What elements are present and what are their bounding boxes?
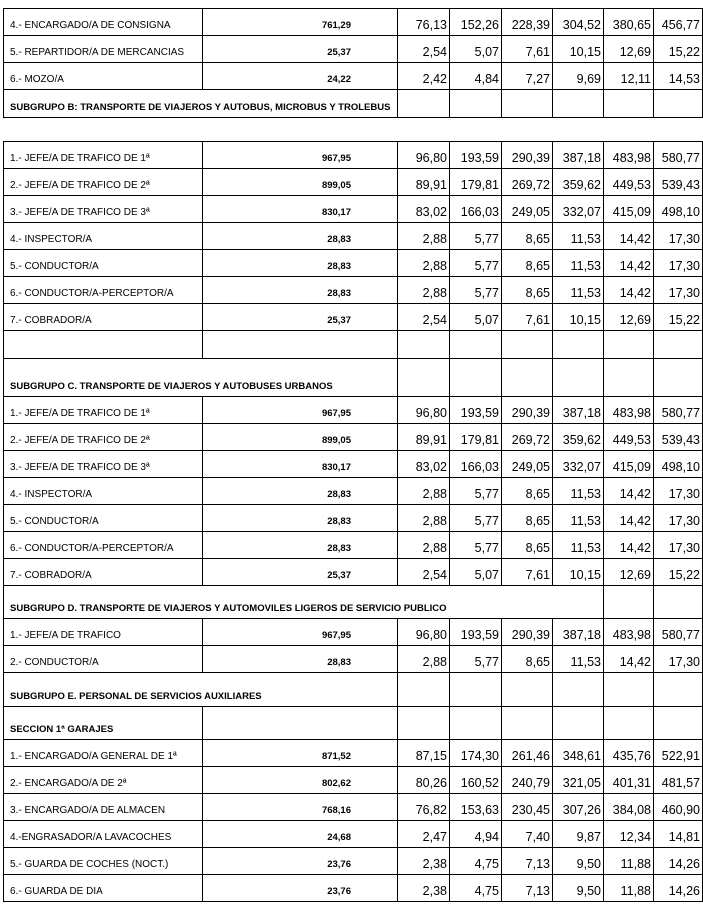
empty-cell: [502, 331, 553, 359]
value-cell: 7,61: [502, 36, 553, 63]
base-salary: 768,16: [203, 794, 398, 821]
table-row: [4, 848, 703, 875]
value-cell: 387,18: [553, 142, 604, 169]
value-cell: 15,22: [654, 36, 703, 63]
value-cell: 14,42: [604, 505, 654, 532]
base-salary: 871,52: [203, 740, 398, 767]
value-cell: 2,88: [398, 646, 450, 673]
table-row: [4, 821, 703, 848]
value-cell: 89,91: [398, 424, 450, 451]
section-header-row: [4, 359, 703, 397]
section-header-row: [4, 586, 703, 619]
empty-cell: [398, 707, 450, 740]
value-cell: 435,76: [604, 740, 654, 767]
value-cell: 5,77: [450, 277, 502, 304]
value-cell: 481,57: [654, 767, 703, 794]
value-cell: 11,53: [553, 223, 604, 250]
subgroup-title: SUBGRUPO B: TRANSPORTE DE VIAJEROS Y AUTOBUS, MICROBUS Y TROLEBUS: [4, 90, 398, 118]
value-cell: 152,26: [450, 9, 502, 36]
value-cell: 8,65: [502, 646, 553, 673]
empty-cell: [553, 673, 604, 707]
value-cell: 96,80: [398, 397, 450, 424]
job-title: 1.- JEFE/A DE TRAFICO DE 1ª: [4, 142, 203, 169]
value-cell: 332,07: [553, 196, 604, 223]
value-cell: 160,52: [450, 767, 502, 794]
table-row: [4, 505, 703, 532]
section-header-row: [4, 707, 703, 740]
empty-cell: [604, 707, 654, 740]
table-row: [4, 196, 703, 223]
base-salary: 761,29: [203, 9, 398, 36]
value-cell: 2,54: [398, 36, 450, 63]
value-cell: 5,77: [450, 532, 502, 559]
base-salary: 25,37: [203, 304, 398, 331]
value-cell: 12,69: [604, 304, 654, 331]
empty-cell: [203, 707, 398, 740]
value-cell: 240,79: [502, 767, 553, 794]
value-cell: 9,69: [553, 63, 604, 90]
value-cell: 87,15: [398, 740, 450, 767]
table-row: [4, 478, 703, 505]
value-cell: 10,15: [553, 559, 604, 586]
value-cell: 9,87: [553, 821, 604, 848]
value-cell: 228,39: [502, 9, 553, 36]
value-cell: 539,43: [654, 169, 703, 196]
value-cell: 7,13: [502, 875, 553, 902]
job-title: 5.- REPARTIDOR/A DE MERCANCIAS: [4, 36, 203, 63]
subgroup-title: SUBGRUPO E. PERSONAL DE SERVICIOS AUXILIARES: [4, 673, 398, 707]
base-salary: 28,83: [203, 223, 398, 250]
value-cell: 580,77: [654, 397, 703, 424]
base-salary: 28,83: [203, 505, 398, 532]
value-cell: 76,13: [398, 9, 450, 36]
table-row: [4, 794, 703, 821]
value-cell: 348,61: [553, 740, 604, 767]
job-title: 4.- INSPECTOR/A: [4, 223, 203, 250]
value-cell: 261,46: [502, 740, 553, 767]
value-cell: 307,26: [553, 794, 604, 821]
job-title: 6.- CONDUCTOR/A-PERCEPTOR/A: [4, 532, 203, 559]
value-cell: 580,77: [654, 142, 703, 169]
value-cell: 2,38: [398, 848, 450, 875]
empty-cell: [654, 707, 703, 740]
empty-cell: [450, 707, 502, 740]
value-cell: 230,45: [502, 794, 553, 821]
value-cell: 5,77: [450, 646, 502, 673]
table-row: [4, 63, 703, 90]
empty-cell: [604, 359, 654, 397]
value-cell: 166,03: [450, 451, 502, 478]
value-cell: 17,30: [654, 646, 703, 673]
empty-cell: [553, 359, 604, 397]
value-cell: 153,63: [450, 794, 502, 821]
empty-cell: [553, 331, 604, 359]
empty-cell: [654, 586, 703, 619]
table-row: [4, 451, 703, 478]
value-cell: 11,53: [553, 250, 604, 277]
value-cell: 17,30: [654, 277, 703, 304]
empty-cell: [450, 359, 502, 397]
value-cell: 415,09: [604, 451, 654, 478]
value-cell: 5,77: [450, 223, 502, 250]
value-cell: 483,98: [604, 397, 654, 424]
empty-cell: [203, 331, 398, 359]
job-title: 5.- CONDUCTOR/A: [4, 505, 203, 532]
value-cell: 166,03: [450, 196, 502, 223]
base-salary: 899,05: [203, 169, 398, 196]
value-cell: 83,02: [398, 451, 450, 478]
section-title: SECCION 1ª GARAJES: [4, 707, 203, 740]
table-row: [4, 277, 703, 304]
value-cell: 2,88: [398, 277, 450, 304]
job-title: 6.- GUARDA DE DIA: [4, 875, 203, 902]
value-cell: 580,77: [654, 619, 703, 646]
empty-cell: [450, 673, 502, 707]
value-cell: 12,69: [604, 559, 654, 586]
empty-cell: [654, 673, 703, 707]
job-title: 1.- JEFE/A DE TRAFICO DE 1ª: [4, 397, 203, 424]
base-salary: 28,83: [203, 277, 398, 304]
value-cell: 14,42: [604, 532, 654, 559]
empty-cell: [654, 90, 703, 118]
empty-cell: [398, 90, 450, 118]
base-salary: 23,76: [203, 848, 398, 875]
job-title: 4.-ENGRASADOR/A LAVACOCHES: [4, 821, 203, 848]
value-cell: 14,42: [604, 250, 654, 277]
value-cell: 4,84: [450, 63, 502, 90]
table-row: [4, 36, 703, 63]
value-cell: 304,52: [553, 9, 604, 36]
value-cell: 8,65: [502, 250, 553, 277]
value-cell: 14,42: [604, 277, 654, 304]
value-cell: 179,81: [450, 169, 502, 196]
salary-table-main: [3, 141, 703, 902]
value-cell: 2,54: [398, 304, 450, 331]
value-cell: 387,18: [553, 619, 604, 646]
base-salary: 25,37: [203, 36, 398, 63]
value-cell: 359,62: [553, 424, 604, 451]
value-cell: 498,10: [654, 451, 703, 478]
value-cell: 387,18: [553, 397, 604, 424]
value-cell: 2,42: [398, 63, 450, 90]
value-cell: 14,42: [604, 478, 654, 505]
empty-cell: [502, 90, 553, 118]
table-row: [4, 740, 703, 767]
base-salary: 28,83: [203, 532, 398, 559]
table-row: [4, 619, 703, 646]
value-cell: 7,13: [502, 848, 553, 875]
job-title: 2.- JEFE/A DE TRAFICO DE 2ª: [4, 169, 203, 196]
value-cell: 7,27: [502, 63, 553, 90]
empty-cell: [450, 331, 502, 359]
job-title: 2.- JEFE/A DE TRAFICO DE 2ª: [4, 424, 203, 451]
value-cell: 5,77: [450, 505, 502, 532]
job-title: 5.- GUARDA DE COCHES (NOCT.): [4, 848, 203, 875]
base-salary: 24,22: [203, 63, 398, 90]
base-salary: 830,17: [203, 196, 398, 223]
value-cell: 483,98: [604, 619, 654, 646]
value-cell: 359,62: [553, 169, 604, 196]
value-cell: 5,07: [450, 304, 502, 331]
base-salary: 899,05: [203, 424, 398, 451]
value-cell: 11,53: [553, 646, 604, 673]
value-cell: 11,53: [553, 505, 604, 532]
empty-cell: [604, 673, 654, 707]
value-cell: 193,59: [450, 142, 502, 169]
job-title: 4.- INSPECTOR/A: [4, 478, 203, 505]
value-cell: 456,77: [654, 9, 703, 36]
job-title: 5.- CONDUCTOR/A: [4, 250, 203, 277]
value-cell: 14,26: [654, 848, 703, 875]
value-cell: 460,90: [654, 794, 703, 821]
job-title: 6.- MOZO/A: [4, 63, 203, 90]
table-row: [4, 250, 703, 277]
table-row: [4, 646, 703, 673]
value-cell: 7,40: [502, 821, 553, 848]
value-cell: 269,72: [502, 424, 553, 451]
value-cell: 17,30: [654, 532, 703, 559]
value-cell: 193,59: [450, 619, 502, 646]
value-cell: 4,75: [450, 875, 502, 902]
table-row: [4, 532, 703, 559]
table-row: [4, 142, 703, 169]
empty-cell: [4, 331, 203, 359]
value-cell: 83,02: [398, 196, 450, 223]
empty-cell: [502, 359, 553, 397]
value-cell: 290,39: [502, 142, 553, 169]
value-cell: 96,80: [398, 619, 450, 646]
value-cell: 11,88: [604, 875, 654, 902]
value-cell: 249,05: [502, 451, 553, 478]
value-cell: 7,61: [502, 304, 553, 331]
value-cell: 380,65: [604, 9, 654, 36]
base-salary: 28,83: [203, 646, 398, 673]
value-cell: 449,53: [604, 424, 654, 451]
value-cell: 2,54: [398, 559, 450, 586]
value-cell: 9,50: [553, 875, 604, 902]
section-header-row: [4, 90, 703, 118]
value-cell: 179,81: [450, 424, 502, 451]
table-row: [4, 767, 703, 794]
value-cell: 76,82: [398, 794, 450, 821]
table-row: [4, 169, 703, 196]
value-cell: 8,65: [502, 277, 553, 304]
job-title: 2.- CONDUCTOR/A: [4, 646, 203, 673]
value-cell: 12,69: [604, 36, 654, 63]
job-title: 3.- ENCARGADO/A DE ALMACEN: [4, 794, 203, 821]
value-cell: 384,08: [604, 794, 654, 821]
value-cell: 401,31: [604, 767, 654, 794]
empty-cell: [398, 359, 450, 397]
value-cell: 522,91: [654, 740, 703, 767]
table-row: [4, 424, 703, 451]
salary-table-top: [3, 8, 703, 118]
value-cell: 11,53: [553, 532, 604, 559]
value-cell: 8,65: [502, 478, 553, 505]
value-cell: 96,80: [398, 142, 450, 169]
value-cell: 415,09: [604, 196, 654, 223]
empty-cell: [654, 331, 703, 359]
value-cell: 332,07: [553, 451, 604, 478]
value-cell: 2,38: [398, 875, 450, 902]
value-cell: 2,88: [398, 532, 450, 559]
value-cell: 12,34: [604, 821, 654, 848]
value-cell: 11,88: [604, 848, 654, 875]
value-cell: 249,05: [502, 196, 553, 223]
job-title: 6.- CONDUCTOR/A-PERCEPTOR/A: [4, 277, 203, 304]
job-title: 1.- ENCARGADO/A GENERAL DE 1ª: [4, 740, 203, 767]
empty-cell: [502, 707, 553, 740]
section-header-row: [4, 673, 703, 707]
value-cell: 2,88: [398, 250, 450, 277]
base-salary: 967,95: [203, 142, 398, 169]
value-cell: 4,75: [450, 848, 502, 875]
value-cell: 5,07: [450, 559, 502, 586]
base-salary: 28,83: [203, 478, 398, 505]
subgroup-title: SUBGRUPO C. TRANSPORTE DE VIAJEROS Y AUTOBUSES URBANOS: [4, 359, 398, 397]
value-cell: 5,07: [450, 36, 502, 63]
table-row: [4, 304, 703, 331]
job-title: 3.- JEFE/A DE TRAFICO DE 3ª: [4, 196, 203, 223]
value-cell: 269,72: [502, 169, 553, 196]
base-salary: 23,76: [203, 875, 398, 902]
value-cell: 7,61: [502, 559, 553, 586]
value-cell: 17,30: [654, 505, 703, 532]
empty-cell: [502, 673, 553, 707]
table-row: [4, 9, 703, 36]
value-cell: 290,39: [502, 397, 553, 424]
value-cell: 174,30: [450, 740, 502, 767]
base-salary: 24,68: [203, 821, 398, 848]
empty-cell: [604, 90, 654, 118]
table-row: [4, 223, 703, 250]
empty-cell: [398, 331, 450, 359]
value-cell: 9,50: [553, 848, 604, 875]
value-cell: 11,53: [553, 478, 604, 505]
value-cell: 5,77: [450, 478, 502, 505]
base-salary: 967,95: [203, 619, 398, 646]
value-cell: 11,53: [553, 277, 604, 304]
empty-cell: [398, 673, 450, 707]
job-title: 3.- JEFE/A DE TRAFICO DE 3ª: [4, 451, 203, 478]
empty-cell: [604, 586, 654, 619]
value-cell: 4,94: [450, 821, 502, 848]
empty-cell: [654, 359, 703, 397]
value-cell: 14,42: [604, 223, 654, 250]
value-cell: 2,88: [398, 223, 450, 250]
empty-cell: [553, 707, 604, 740]
value-cell: 5,77: [450, 250, 502, 277]
value-cell: 14,42: [604, 646, 654, 673]
job-title: 1.- JEFE/A DE TRAFICO: [4, 619, 203, 646]
value-cell: 483,98: [604, 142, 654, 169]
job-title: 7.- COBRADOR/A: [4, 304, 203, 331]
value-cell: 2,88: [398, 478, 450, 505]
value-cell: 17,30: [654, 250, 703, 277]
value-cell: 449,53: [604, 169, 654, 196]
value-cell: 17,30: [654, 478, 703, 505]
value-cell: 498,10: [654, 196, 703, 223]
base-salary: 830,17: [203, 451, 398, 478]
base-salary: 967,95: [203, 397, 398, 424]
value-cell: 8,65: [502, 505, 553, 532]
value-cell: 15,22: [654, 559, 703, 586]
value-cell: 539,43: [654, 424, 703, 451]
empty-cell: [450, 90, 502, 118]
base-salary: 28,83: [203, 250, 398, 277]
value-cell: 321,05: [553, 767, 604, 794]
empty-row: [4, 331, 703, 359]
table-row: [4, 875, 703, 902]
value-cell: 14,26: [654, 875, 703, 902]
value-cell: 10,15: [553, 36, 604, 63]
value-cell: 10,15: [553, 304, 604, 331]
empty-cell: [604, 331, 654, 359]
job-title: 2.- ENCARGADO/A DE 2ª: [4, 767, 203, 794]
value-cell: 290,39: [502, 619, 553, 646]
value-cell: 8,65: [502, 223, 553, 250]
value-cell: 17,30: [654, 223, 703, 250]
value-cell: 15,22: [654, 304, 703, 331]
value-cell: 12,11: [604, 63, 654, 90]
subgroup-title: SUBGRUPO D. TRANSPORTE DE VIAJEROS Y AUTOMOVILES LIGEROS DE SERVICIO PUBLICO: [4, 586, 604, 619]
empty-cell: [553, 90, 604, 118]
value-cell: 8,65: [502, 532, 553, 559]
table-row: [4, 559, 703, 586]
job-title: 7.- COBRADOR/A: [4, 559, 203, 586]
value-cell: 14,81: [654, 821, 703, 848]
table-row: [4, 397, 703, 424]
base-salary: 25,37: [203, 559, 398, 586]
value-cell: 80,26: [398, 767, 450, 794]
value-cell: 89,91: [398, 169, 450, 196]
value-cell: 193,59: [450, 397, 502, 424]
job-title: 4.- ENCARGADO/A DE CONSIGNA: [4, 9, 203, 36]
value-cell: 14,53: [654, 63, 703, 90]
base-salary: 802,62: [203, 767, 398, 794]
value-cell: 2,47: [398, 821, 450, 848]
value-cell: 2,88: [398, 505, 450, 532]
